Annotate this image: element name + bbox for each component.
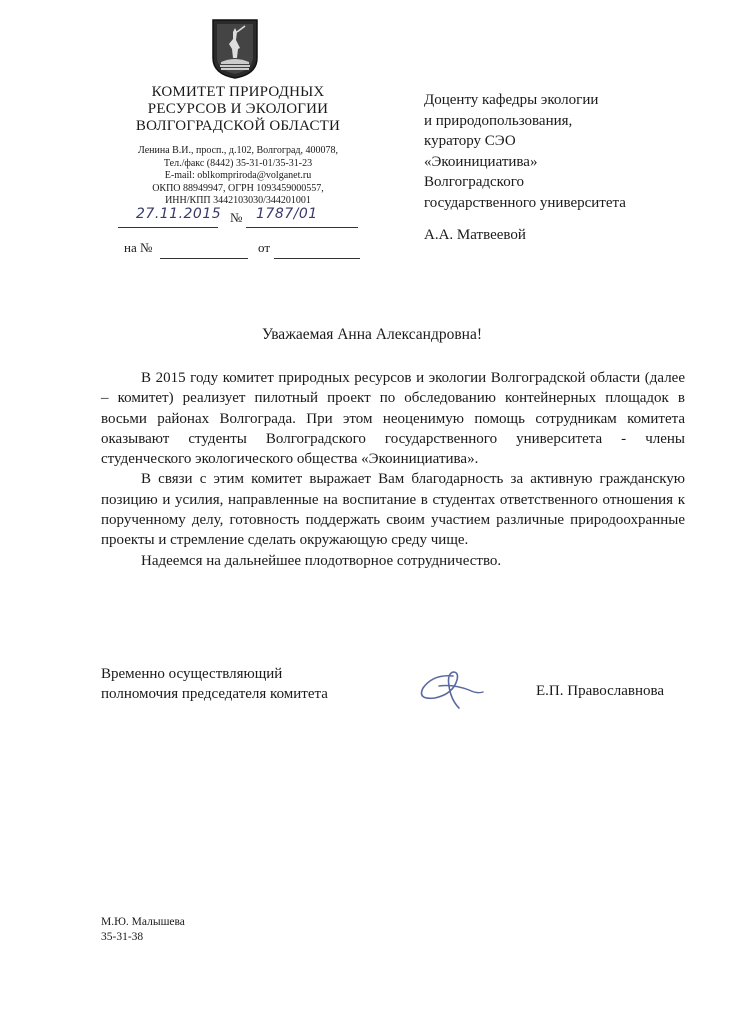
- contact-okpo: ОКПО 88949947, ОГРН 1093459000557,: [152, 182, 324, 194]
- letter-body: [101, 368, 685, 571]
- addressee-block: [424, 90, 724, 246]
- contact-email: E-mail: oblkompriroda@volganet.ru: [164, 170, 312, 181]
- registration-number: 1787/01: [256, 206, 318, 222]
- executor-phone: 35-31-38: [101, 931, 144, 943]
- executor-info: [101, 915, 185, 945]
- contact-inn: ИНН/КПП 3442103030/344201001: [165, 195, 311, 206]
- ref-number-label: на №: [124, 240, 153, 255]
- number-underline: [246, 227, 358, 228]
- body-paragraph: В связи с этим комитет выражает Вам благодарность за активную гражданскую позицию и усилия, направленные на воспитание в студентах ответственного отношения к порученному делу, готовность поддержать своим участием различные природоохранные проекты и стремление сделать окружающую среду чище.: [101, 471, 685, 549]
- date-underline: [118, 227, 218, 228]
- contact-phone: Тел./факс (8442) 35-31-01/35-31-23: [163, 157, 313, 169]
- issuer-contacts: [118, 145, 358, 208]
- position-line: Временно осуществляющий: [101, 666, 283, 682]
- signatory-name: Е.П. Православнова: [536, 683, 665, 699]
- coat-of-arms-icon: [211, 18, 259, 80]
- addressee-line: Доценту кафедры экологии: [424, 92, 599, 108]
- body-paragraph: В 2015 году комитет природных ресурсов и экологии Волгоградской области (далее – комитет) реализует пилотный проект по обследованию контейнерных площадок в восьми районах Волгограда. При этом неоценимую помощь сотрудникам комитета оказывают студенты Волгоградского государственного университета - члены студенческого экологического общества «Экоинициатива».: [101, 370, 685, 468]
- number-label: №: [230, 210, 243, 225]
- addressee-name: А.А. Матвеевой: [424, 227, 526, 243]
- addressee-line: куратору СЭО: [424, 133, 516, 149]
- issuer-name-line: РЕСУРСОВ И ЭКОЛОГИИ: [147, 101, 329, 117]
- ref-date-underline: [274, 258, 360, 259]
- signatory-position: [101, 664, 381, 704]
- issuer-name-line: ВОЛГОГРАДСКОЙ ОБЛАСТИ: [135, 118, 341, 134]
- executor-name: М.Ю. Малышева: [101, 916, 185, 928]
- contact-address: Ленина В.И., просп., д.102, Волгоград, 400078,: [137, 145, 339, 156]
- position-line: полномочия председателя комитета: [101, 686, 328, 702]
- addressee-line: «Экоинициатива»: [424, 153, 538, 170]
- addressee-line: Волгоградского: [424, 174, 524, 190]
- issuer-name-line: КОМИТЕТ ПРИРОДНЫХ: [151, 84, 325, 100]
- registration-line: [118, 206, 358, 228]
- registration-date: 27.11.2015: [136, 206, 222, 222]
- reference-line: [118, 238, 363, 260]
- addressee-line: государственного университета: [424, 194, 626, 211]
- handwritten-signature: [413, 666, 485, 714]
- ref-date-label: от: [258, 240, 271, 255]
- issuer-block: [118, 84, 358, 208]
- greeting: Уважаемая Анна Александровна!: [261, 326, 483, 343]
- body-paragraph: Надеемся на дальнейшее плодотворное сотрудничество.: [141, 552, 502, 569]
- ref-number-underline: [160, 258, 248, 259]
- addressee-line: и природопользования,: [424, 112, 573, 129]
